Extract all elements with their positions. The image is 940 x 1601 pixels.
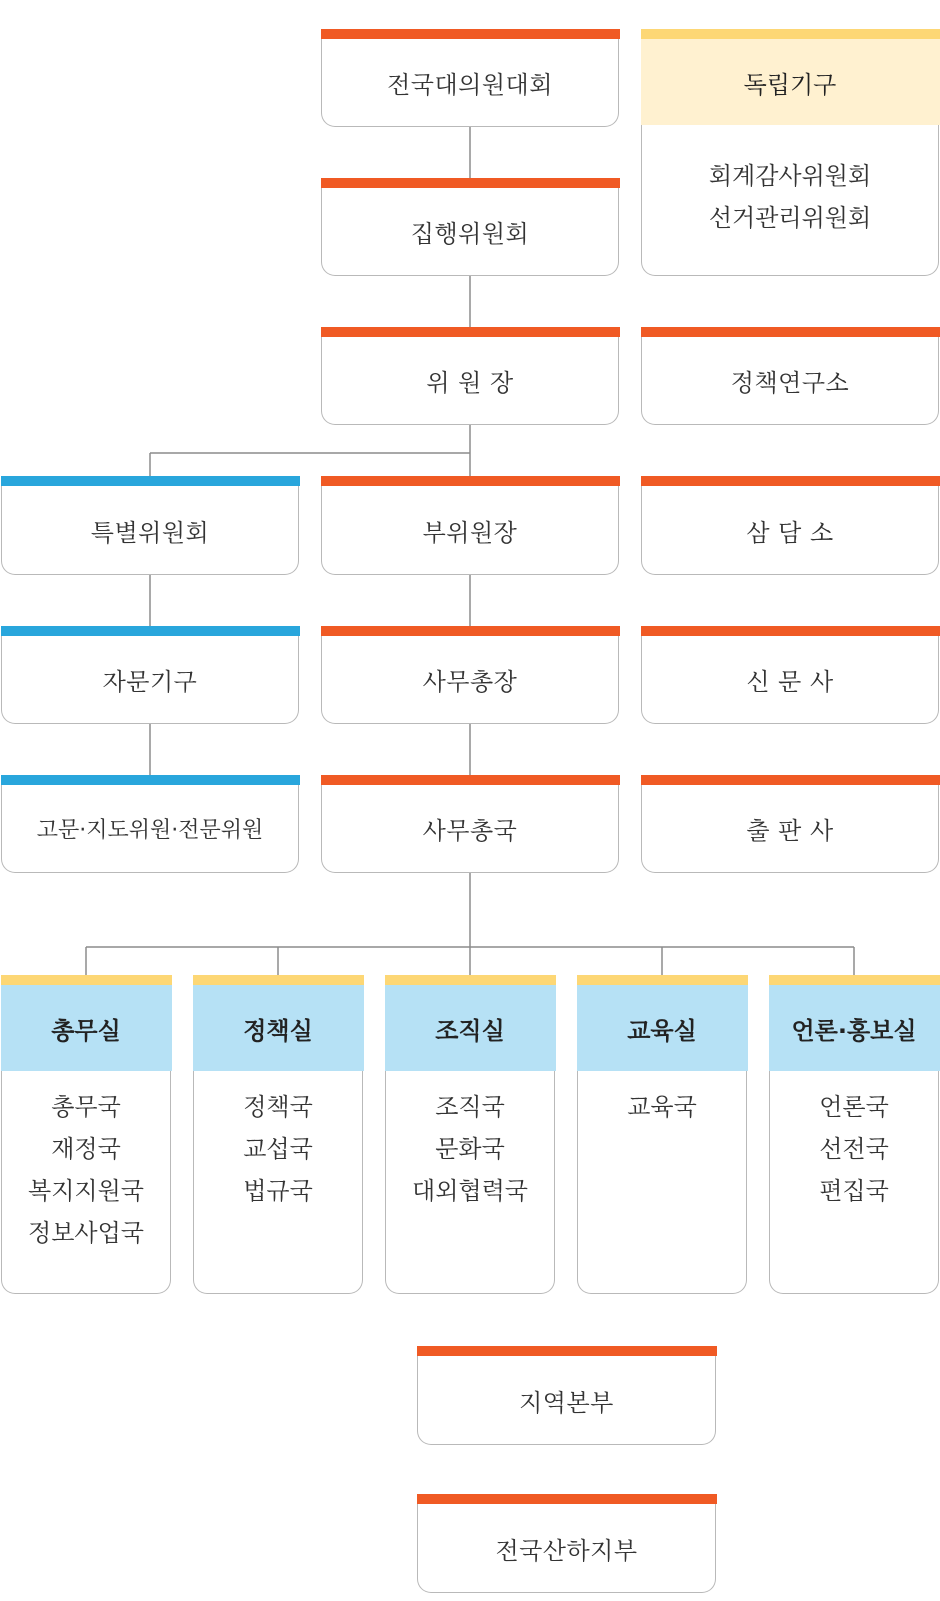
national-branches-box <box>417 1494 716 1593</box>
newspaper-box <box>641 626 939 724</box>
policy-institute-box <box>641 327 939 425</box>
national-congress-label: 전국대의원대회 <box>387 71 553 99</box>
advisors-box <box>1 775 299 873</box>
department-list <box>194 1086 362 1212</box>
list-item: 복지지원국 <box>28 1177 144 1205</box>
list-item: 정책국 <box>243 1093 313 1121</box>
department-title: 총무실 <box>1 985 172 1071</box>
national-congress-box <box>321 29 619 127</box>
list-item: 회계감사위원회 <box>708 162 872 190</box>
department-list <box>386 1086 554 1212</box>
list-item: 정보사업국 <box>28 1219 144 1247</box>
independent-body-list <box>642 155 938 239</box>
special-committee-label: 특별위원회 <box>90 518 210 547</box>
regional-hq-label: 지역본부 <box>519 1388 614 1417</box>
list-item: 총무국 <box>51 1093 121 1121</box>
independent-body-box <box>641 29 939 276</box>
counseling-center-label: 삼 담 소 <box>746 518 834 547</box>
list-item: 교섭국 <box>243 1135 313 1163</box>
vice-chair-box <box>321 476 619 575</box>
department-policy <box>193 975 363 1294</box>
list-item: 재정국 <box>51 1135 121 1163</box>
secretary-general-box <box>321 626 619 724</box>
department-list <box>2 1086 170 1254</box>
policy-institute-label: 정책연구소 <box>730 369 850 397</box>
regional-hq-box <box>417 1346 716 1445</box>
independent-body-title: 독립기구 <box>641 39 940 125</box>
publisher-label: 출 판 사 <box>746 817 834 845</box>
list-item: 교육국 <box>627 1093 697 1121</box>
department-organization <box>385 975 555 1294</box>
advisory-body-box <box>1 626 299 724</box>
executive-committee-box <box>321 178 619 276</box>
executive-committee-label: 집행위원회 <box>410 220 530 248</box>
list-item: 법규국 <box>243 1177 313 1205</box>
general-secretariat-label: 사무총국 <box>422 817 518 845</box>
national-branches-label: 전국산하지부 <box>495 1536 638 1565</box>
vice-chair-label: 부위원장 <box>422 518 518 547</box>
department-title: 정책실 <box>193 985 364 1071</box>
department-list <box>578 1086 746 1128</box>
department-general-affairs <box>1 975 171 1294</box>
list-item: 대외협력국 <box>412 1177 528 1205</box>
department-press-pr <box>769 975 939 1294</box>
chairperson-box <box>321 327 619 425</box>
department-list <box>770 1086 938 1212</box>
counseling-center-box <box>641 476 939 575</box>
list-item: 선전국 <box>819 1135 889 1163</box>
department-title: 교육실 <box>577 985 748 1071</box>
list-item: 편집국 <box>819 1177 889 1205</box>
newspaper-label: 신 문 사 <box>746 668 834 696</box>
chairperson-label: 위 원 장 <box>426 369 514 397</box>
advisory-body-label: 자문기구 <box>102 668 198 696</box>
department-education <box>577 975 747 1294</box>
general-secretariat-box <box>321 775 619 873</box>
department-title: 조직실 <box>385 985 556 1071</box>
department-title: 언론·홍보실 <box>769 985 940 1071</box>
publisher-box <box>641 775 939 873</box>
special-committee-box <box>1 476 299 575</box>
advisors-label: 고문·지도위원·전문위원 <box>36 818 264 843</box>
list-item: 문화국 <box>435 1135 505 1163</box>
list-item: 선거관리위원회 <box>708 204 872 232</box>
secretary-general-label: 사무총장 <box>422 668 518 696</box>
list-item: 조직국 <box>435 1093 505 1121</box>
list-item: 언론국 <box>819 1093 889 1121</box>
